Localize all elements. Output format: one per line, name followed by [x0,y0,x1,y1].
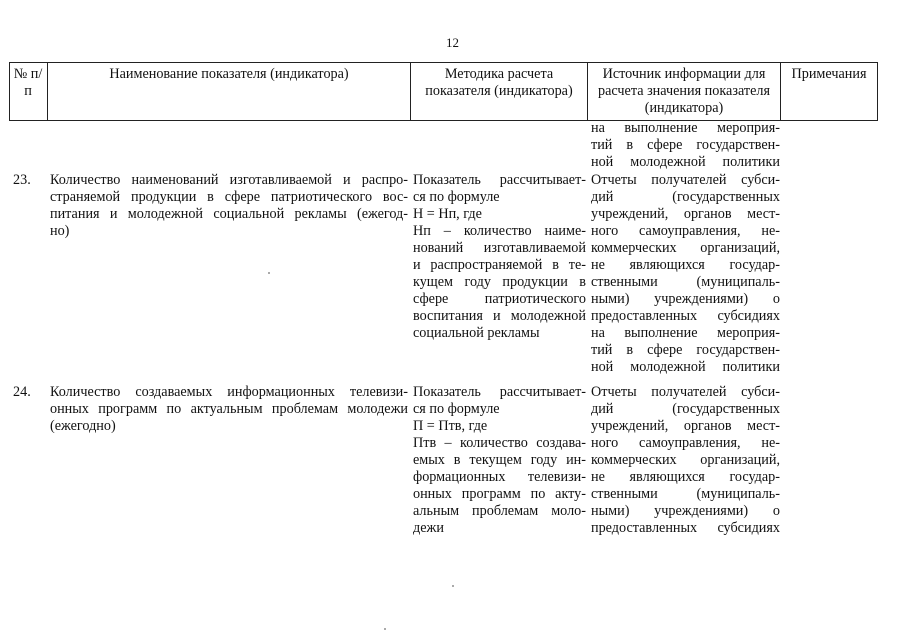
text-line: учреждений, органов мест- [591,418,780,434]
method-cell [413,384,586,537]
text-line: дежи [413,520,444,536]
scan-speck [384,628,386,630]
text-line: социальной рекламы [413,325,540,341]
text-line: ся по формуле [413,401,500,417]
continued-source-cell [591,120,780,171]
text-line: ной молодежной политики [591,154,780,170]
text-line: дий (государственных [591,189,780,205]
text-line: кущем году продукции в [413,274,586,290]
text-line: ными) учреждениями) о [591,503,780,519]
text-line: ной молодежной политики [591,359,780,375]
text-line: воспитания и молодежной [413,308,586,324]
header-divider [9,62,10,120]
header-col-notes: Примечания [791,66,867,82]
text-line: питания и молодежной социальной рекламы (ежегод- [50,206,408,222]
text-line: онных программ по актуальным проблемам молодежи [50,401,408,417]
scan-speck [268,272,270,274]
header-col-source: Источник информации для расчета значения показателя (индикатора) [598,66,770,116]
text-line: Птв – количество создава- [413,435,586,451]
text-line: емых в текущем году ин- [413,452,586,468]
text-line: ного самоуправления, не- [591,435,780,451]
text-line: нований изготавливаемой [413,240,586,256]
text-line: на выполнение мероприя- [591,325,780,341]
text-line: Н = Нп, где [413,206,482,222]
header-col-name: Наименование показателя (индикатора) [109,66,349,82]
text-line: тий в сфере государствен- [591,137,780,153]
text-line: Показатель рассчитывает- [413,384,586,400]
text-line: ственными (муниципаль- [591,486,780,502]
text-line: страняемой продукции в сфере патриотического вос- [50,189,408,205]
text-line: ся по формуле [413,189,500,205]
indicator-name-cell [50,172,408,240]
page-number: 12 [446,35,459,50]
header-divider [47,62,48,120]
header-col-method: Методика расчета показателя (индикатора) [425,66,573,99]
text-line: дий (государственных [591,401,780,417]
source-cell [591,172,780,376]
text-line: Количество создаваемых информационных телевизи- [50,384,408,400]
text-line: сфере патриотического [413,291,586,307]
text-line: Отчеты получателей субси- [591,384,780,400]
text-line: не являющихся государ- [591,469,780,485]
text-line: ного самоуправления, не- [591,223,780,239]
row-number: 24. [13,384,31,400]
source-cell [591,384,780,537]
text-line: (ежегодно) [50,418,116,434]
header-col-number: № п/п [13,66,43,99]
scan-speck [452,585,454,587]
text-line: учреждений, органов мест- [591,206,780,222]
text-line: ственными (муниципаль- [591,274,780,290]
header-divider [410,62,411,120]
text-line: Показатель рассчитывает- [413,172,586,188]
text-line: ными) учреждениями) о [591,291,780,307]
indicator-name-cell [50,384,408,435]
header-divider [587,62,588,120]
text-line: предоставленных субсидиях [591,308,780,324]
method-cell [413,172,586,342]
header-top-rule [9,62,878,63]
text-line: предоставленных субсидиях [591,520,780,536]
header-divider [780,62,781,120]
text-line: Количество наименований изготавливаемой и распро- [50,172,408,188]
text-line: Нп – количество наиме- [413,223,586,239]
text-line: не являющихся государ- [591,257,780,273]
text-line: коммерческих организаций, [591,240,780,256]
row-number: 23. [13,172,31,188]
text-line: формационных телевизи- [413,469,586,485]
text-line: П = Птв, где [413,418,488,434]
header-divider [877,62,878,120]
text-line: коммерческих организаций, [591,452,780,468]
text-line: на выполнение мероприя- [591,120,780,136]
text-line: тий в сфере государствен- [591,342,780,358]
text-line: альным проблемам моло- [413,503,586,519]
text-line: и распространяемой в те- [413,257,586,273]
text-line: но) [50,223,70,239]
text-line: онных программ по акту- [413,486,586,502]
text-line: Отчеты получателей субси- [591,172,780,188]
